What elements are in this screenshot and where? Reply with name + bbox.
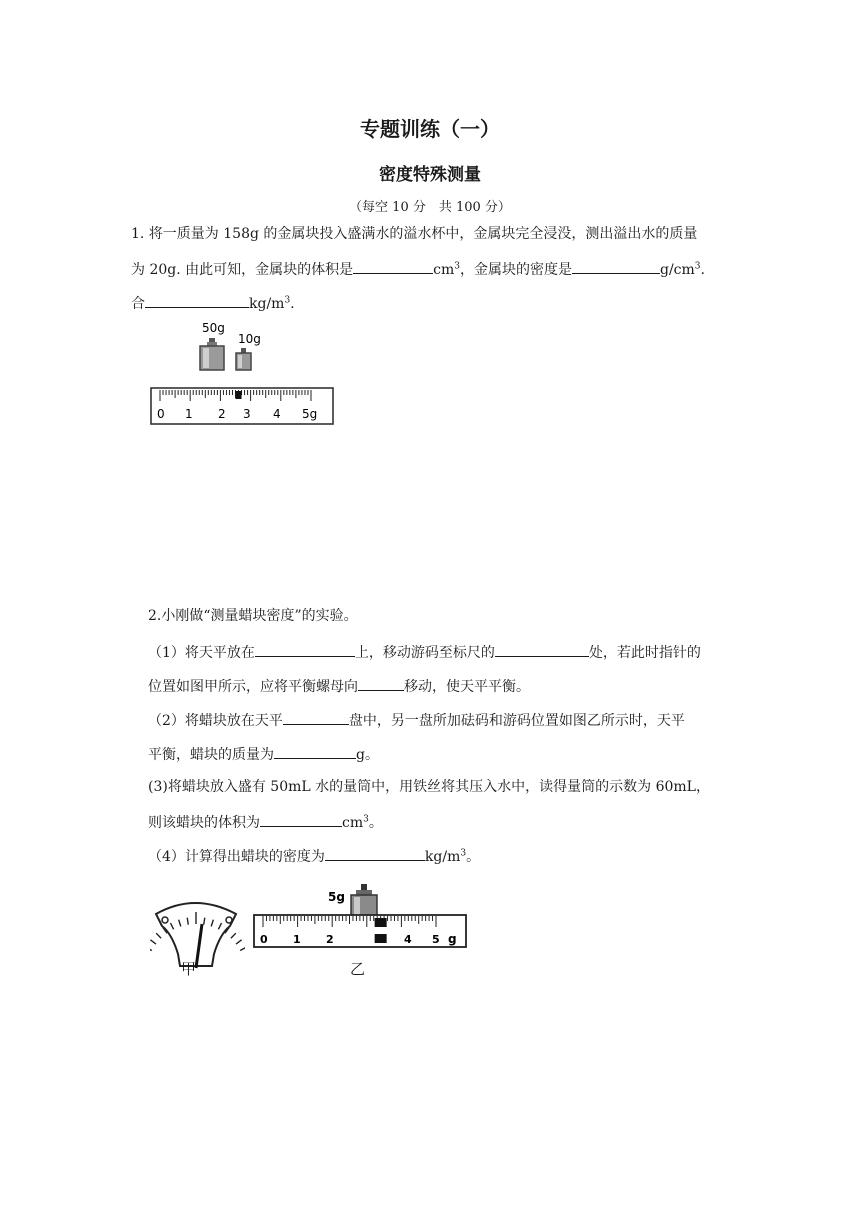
q1-text: 合 (131, 296, 145, 312)
answer-blank[interactable] (353, 258, 433, 274)
scale-label: 5g (302, 407, 318, 421)
q1-balance-figure (148, 318, 340, 428)
figure-jia-pointer-dial (150, 896, 245, 978)
rider-marker (375, 918, 387, 927)
scale-label: 1 (293, 933, 301, 946)
punct: 。 (368, 815, 383, 831)
dial-tick (240, 945, 245, 951)
q2-part1-line2 (148, 675, 530, 697)
answer-blank[interactable] (274, 743, 356, 759)
q2-text: 上，移动游码至标尺的 (354, 645, 495, 661)
superscript: 3 (284, 295, 291, 306)
weight-5g-icon (351, 884, 377, 917)
dial-tick (150, 940, 156, 944)
rider-marker (236, 391, 242, 399)
scale-label: 1 (185, 407, 193, 421)
unit: kg/m (249, 296, 285, 312)
scale-label: 0 (157, 407, 165, 421)
q2-text: （1）将天平放在 (148, 645, 255, 661)
superscript: 3 (460, 848, 467, 859)
page-subtitle: 密度特殊测量 (379, 165, 481, 185)
answer-blank[interactable] (283, 709, 349, 725)
answer-blank[interactable] (572, 258, 660, 274)
rider-scale (151, 388, 333, 424)
dial-screw-icon (226, 917, 232, 923)
q2-text: 平衡，蜡块的质量为 (148, 747, 274, 763)
q1-text: 为 20g. 由此可知，金属块的体积是 (131, 262, 354, 278)
dial-tick (236, 940, 242, 944)
punct: . (700, 262, 705, 278)
dial-tick (156, 933, 161, 938)
answer-blank[interactable] (358, 675, 404, 691)
figure-label-yi: 乙 (350, 960, 366, 978)
punct: . (290, 296, 295, 312)
superscript: 3 (694, 261, 701, 272)
scale-label: 2 (218, 407, 226, 421)
q2-text: g。 (356, 747, 379, 763)
superscript: 3 (363, 814, 369, 825)
answer-blank[interactable] (145, 292, 249, 308)
q2-part3-line1: (3)将蜡块放入盛有 50mL 水的量筒中，用铁丝将其压入水中，读得量筒的示数为 60mL， (148, 779, 710, 795)
q1-line-1 (131, 224, 697, 244)
unit: cm (433, 262, 455, 278)
dial-screw-icon (162, 917, 168, 923)
q1-line-3 (131, 292, 295, 314)
q2-text: 移动，使天平平衡。 (404, 679, 530, 695)
weight-label-10g: 10g (238, 332, 261, 346)
q2-part2-line1 (148, 709, 685, 731)
q2-part4 (148, 845, 480, 867)
scale-label: 4 (273, 407, 281, 421)
answer-blank[interactable] (260, 811, 342, 827)
answer-blank[interactable] (255, 641, 355, 657)
dial-tick (150, 945, 152, 951)
scale-label: 0 (260, 933, 268, 946)
q2-part3-line2 (148, 811, 383, 833)
rider-marker (375, 934, 387, 943)
q2-text: 处，若此时指针的 (588, 645, 701, 661)
unit: cm (342, 815, 364, 831)
figure-label-jia: 甲 (181, 960, 197, 978)
answer-blank[interactable] (495, 641, 589, 657)
q2-text: 盘中，另一盘所加砝码和游码位置如图乙所示时，天平 (348, 713, 685, 729)
weight-50g-icon (200, 338, 224, 370)
page-title: 专题训练（一） (360, 117, 500, 141)
weight-10g-icon (236, 348, 251, 370)
scale-label: 2 (326, 933, 334, 946)
score-note: （每空 10 分 共 100 分） (349, 200, 511, 215)
weight-label-5g: 5g (328, 890, 345, 904)
q2-text: 则该蜡块的体积为 (148, 815, 260, 831)
answer-blank[interactable] (325, 845, 425, 861)
scale-label: g (448, 932, 457, 946)
q1-text: 1. 将一质量为 158g 的金属块投入盛满水的溢水杯中，金属块完全浸没，测出溢出水的质量 (131, 226, 698, 242)
q2-part1-line1 (148, 641, 701, 663)
superscript: 3 (454, 261, 460, 272)
q1-text: ，金属块的密度是 (460, 262, 572, 278)
q2-text: （2）将蜡块放在天平 (148, 713, 283, 729)
q2-intro: 2.小刚做“测量蜡块密度”的实验。 (148, 608, 358, 624)
unit: kg/m (424, 849, 461, 865)
unit: g/cm (660, 262, 695, 278)
q2-text: （4）计算得出蜡块的密度为 (148, 849, 325, 865)
q2-text: 位置如图甲所示，应将平衡螺母向 (148, 679, 358, 695)
figure-yi-balance-scale (250, 876, 470, 958)
dial-tick (231, 933, 236, 938)
scale-label: 4 (404, 933, 412, 946)
weight-label-50g: 50g (202, 321, 225, 335)
scale-label: 3 (243, 407, 251, 421)
punct: 。 (466, 849, 481, 865)
q2-part2-line2 (148, 743, 379, 765)
scale-label: 5 (432, 933, 440, 946)
q1-line-2 (131, 258, 705, 280)
